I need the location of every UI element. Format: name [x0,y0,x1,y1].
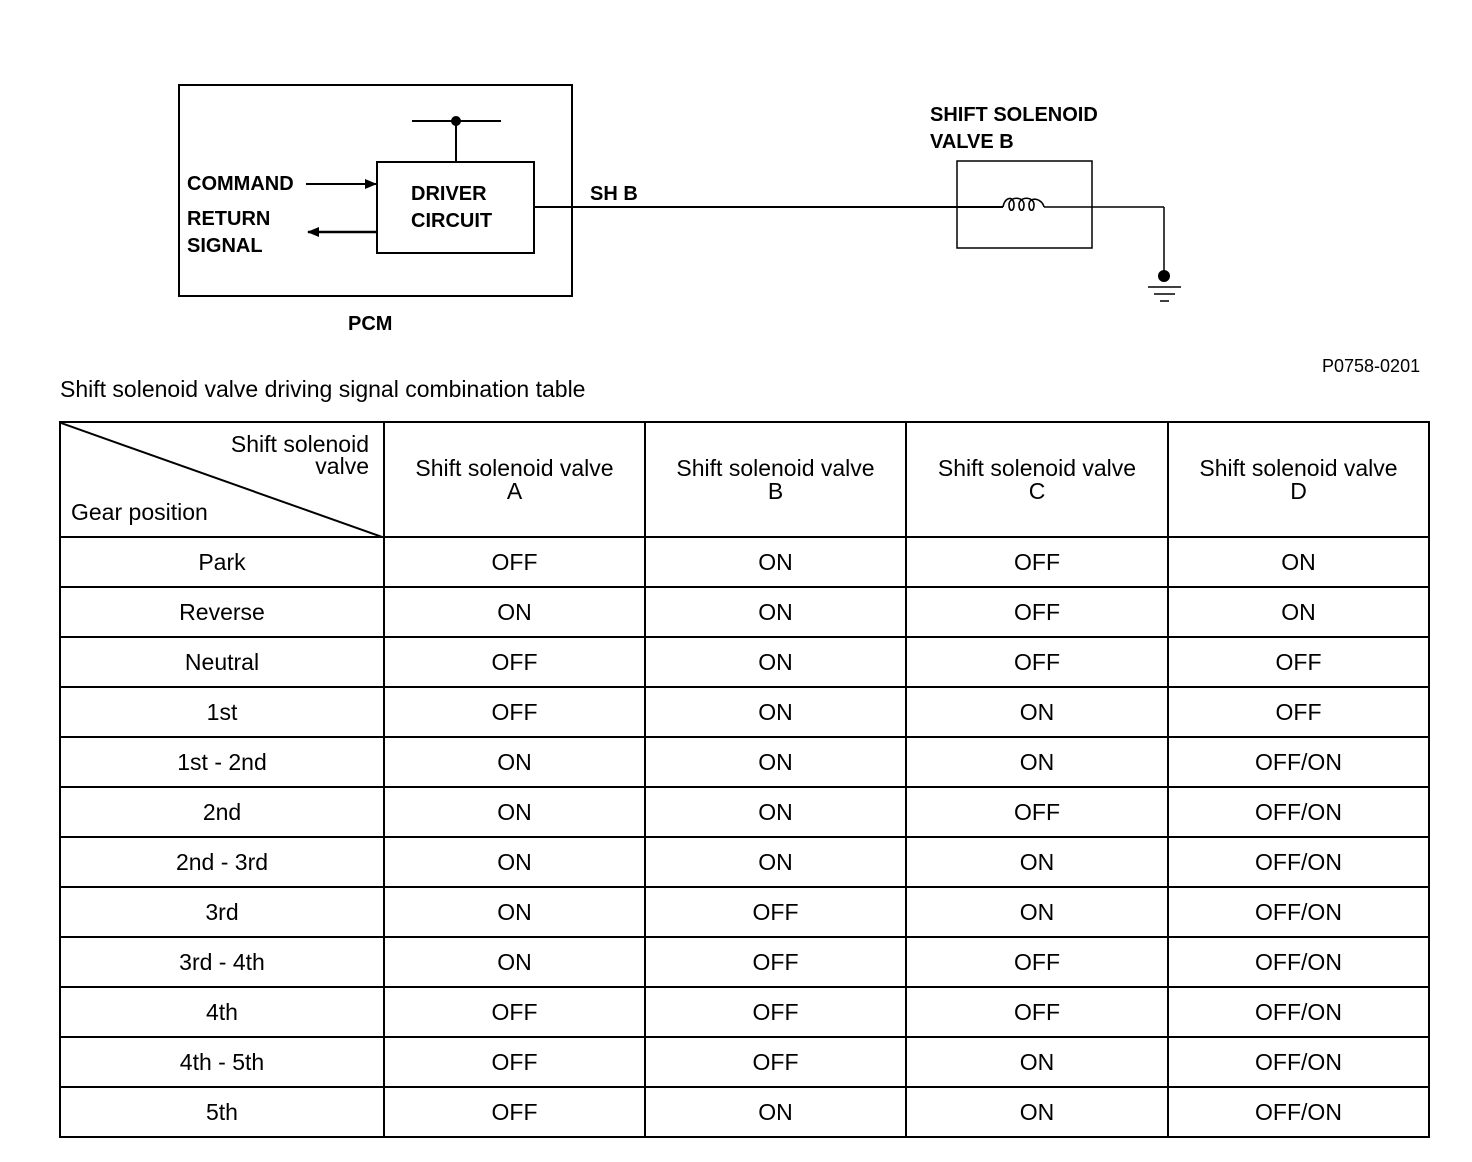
return-signal-label: RETURN SIGNAL [187,208,271,257]
driver-circuit-label: DRIVER CIRCUIT [411,183,493,232]
gear-cell: 3rd - 4th [60,937,384,987]
gear-cell: 3rd [60,887,384,937]
gear-cell: Reverse [60,587,384,637]
table-row [60,637,1429,687]
table-row [60,787,1429,837]
value-cell: ON [384,887,645,937]
value-cell: OFF [384,537,645,587]
value-cell: ON [1168,537,1429,587]
value-cell: OFF [906,787,1168,837]
value-cell: OFF/ON [1168,987,1429,1037]
figure-code: P0758-0201 [1322,356,1421,376]
gear-cell: Park [60,537,384,587]
wiring-diagram [0,0,1472,350]
gear-cell: 1st - 2nd [60,737,384,787]
value-cell: OFF [645,987,906,1037]
value-cell: ON [645,737,906,787]
column-header-a: Shift solenoid valve A [384,422,645,537]
value-cell: OFF/ON [1168,887,1429,937]
driver-circuit-box [377,162,534,253]
value-cell: ON [1168,587,1429,637]
value-cell: OFF/ON [1168,1087,1429,1137]
table-row [60,1087,1429,1137]
value-cell: ON [906,887,1168,937]
value-cell: ON [384,787,645,837]
value-cell: ON [645,537,906,587]
gear-cell: 2nd [60,787,384,837]
value-cell: OFF/ON [1168,1037,1429,1087]
sh-b-label: SH B [590,183,638,205]
coil-icon [1003,198,1044,210]
gear-cell: 2nd - 3rd [60,837,384,887]
gear-cell: 4th - 5th [60,1037,384,1087]
combination-table [59,421,1430,1138]
value-cell: ON [645,837,906,887]
value-cell: OFF [645,937,906,987]
value-cell: OFF/ON [1168,837,1429,887]
table-row [60,937,1429,987]
value-cell: OFF [645,887,906,937]
value-cell: OFF [1168,687,1429,737]
header-row [60,422,1429,537]
gear-cell: 4th [60,987,384,1037]
power-supply-symbol [412,116,501,162]
value-cell: ON [645,587,906,637]
table-row [60,837,1429,887]
value-cell: OFF [1168,637,1429,687]
value-cell: ON [645,787,906,837]
table-row [60,1037,1429,1087]
value-cell: ON [906,1087,1168,1137]
value-cell: OFF [645,1037,906,1087]
value-cell: OFF [384,987,645,1037]
value-cell: ON [384,587,645,637]
value-cell: ON [906,837,1168,887]
value-cell: ON [645,637,906,687]
table-title: Shift solenoid valve driving signal combination table [60,376,586,402]
command-label: COMMAND [187,173,294,195]
value-cell: ON [645,687,906,737]
value-cell: ON [906,1037,1168,1087]
pcm-label: PCM [348,313,393,335]
table-row [60,737,1429,787]
value-cell: ON [384,837,645,887]
value-cell: OFF [906,937,1168,987]
corner-top-label: Shift solenoid valve [230,431,369,479]
value-cell: ON [645,1087,906,1137]
value-cell: OFF [384,1037,645,1087]
value-cell: ON [906,737,1168,787]
table-row [60,537,1429,587]
column-header-d: Shift solenoid valve D [1168,422,1429,537]
value-cell: OFF [906,987,1168,1037]
value-cell: ON [384,937,645,987]
ground-icon [1148,270,1181,301]
table-row [60,987,1429,1037]
solenoid-label: SHIFT SOLENOID VALVE B [930,104,1098,153]
value-cell: OFF [906,537,1168,587]
value-cell: ON [384,737,645,787]
value-cell: OFF [906,637,1168,687]
column-header-c: Shift solenoid valve C [906,422,1168,537]
column-header-b: Shift solenoid valve B [645,422,906,537]
value-cell: ON [906,687,1168,737]
table-row [60,587,1429,637]
table-row [60,687,1429,737]
value-cell: OFF [384,1087,645,1137]
value-cell: OFF/ON [1168,737,1429,787]
value-cell: OFF/ON [1168,937,1429,987]
gear-cell: 1st [60,687,384,737]
table-row [60,887,1429,937]
gear-cell: 5th [60,1087,384,1137]
value-cell: OFF [906,587,1168,637]
value-cell: OFF [384,637,645,687]
value-cell: OFF [384,687,645,737]
corner-header [60,422,384,537]
value-cell: OFF/ON [1168,787,1429,837]
gear-cell: Neutral [60,637,384,687]
corner-bottom-label: Gear position [71,499,208,525]
